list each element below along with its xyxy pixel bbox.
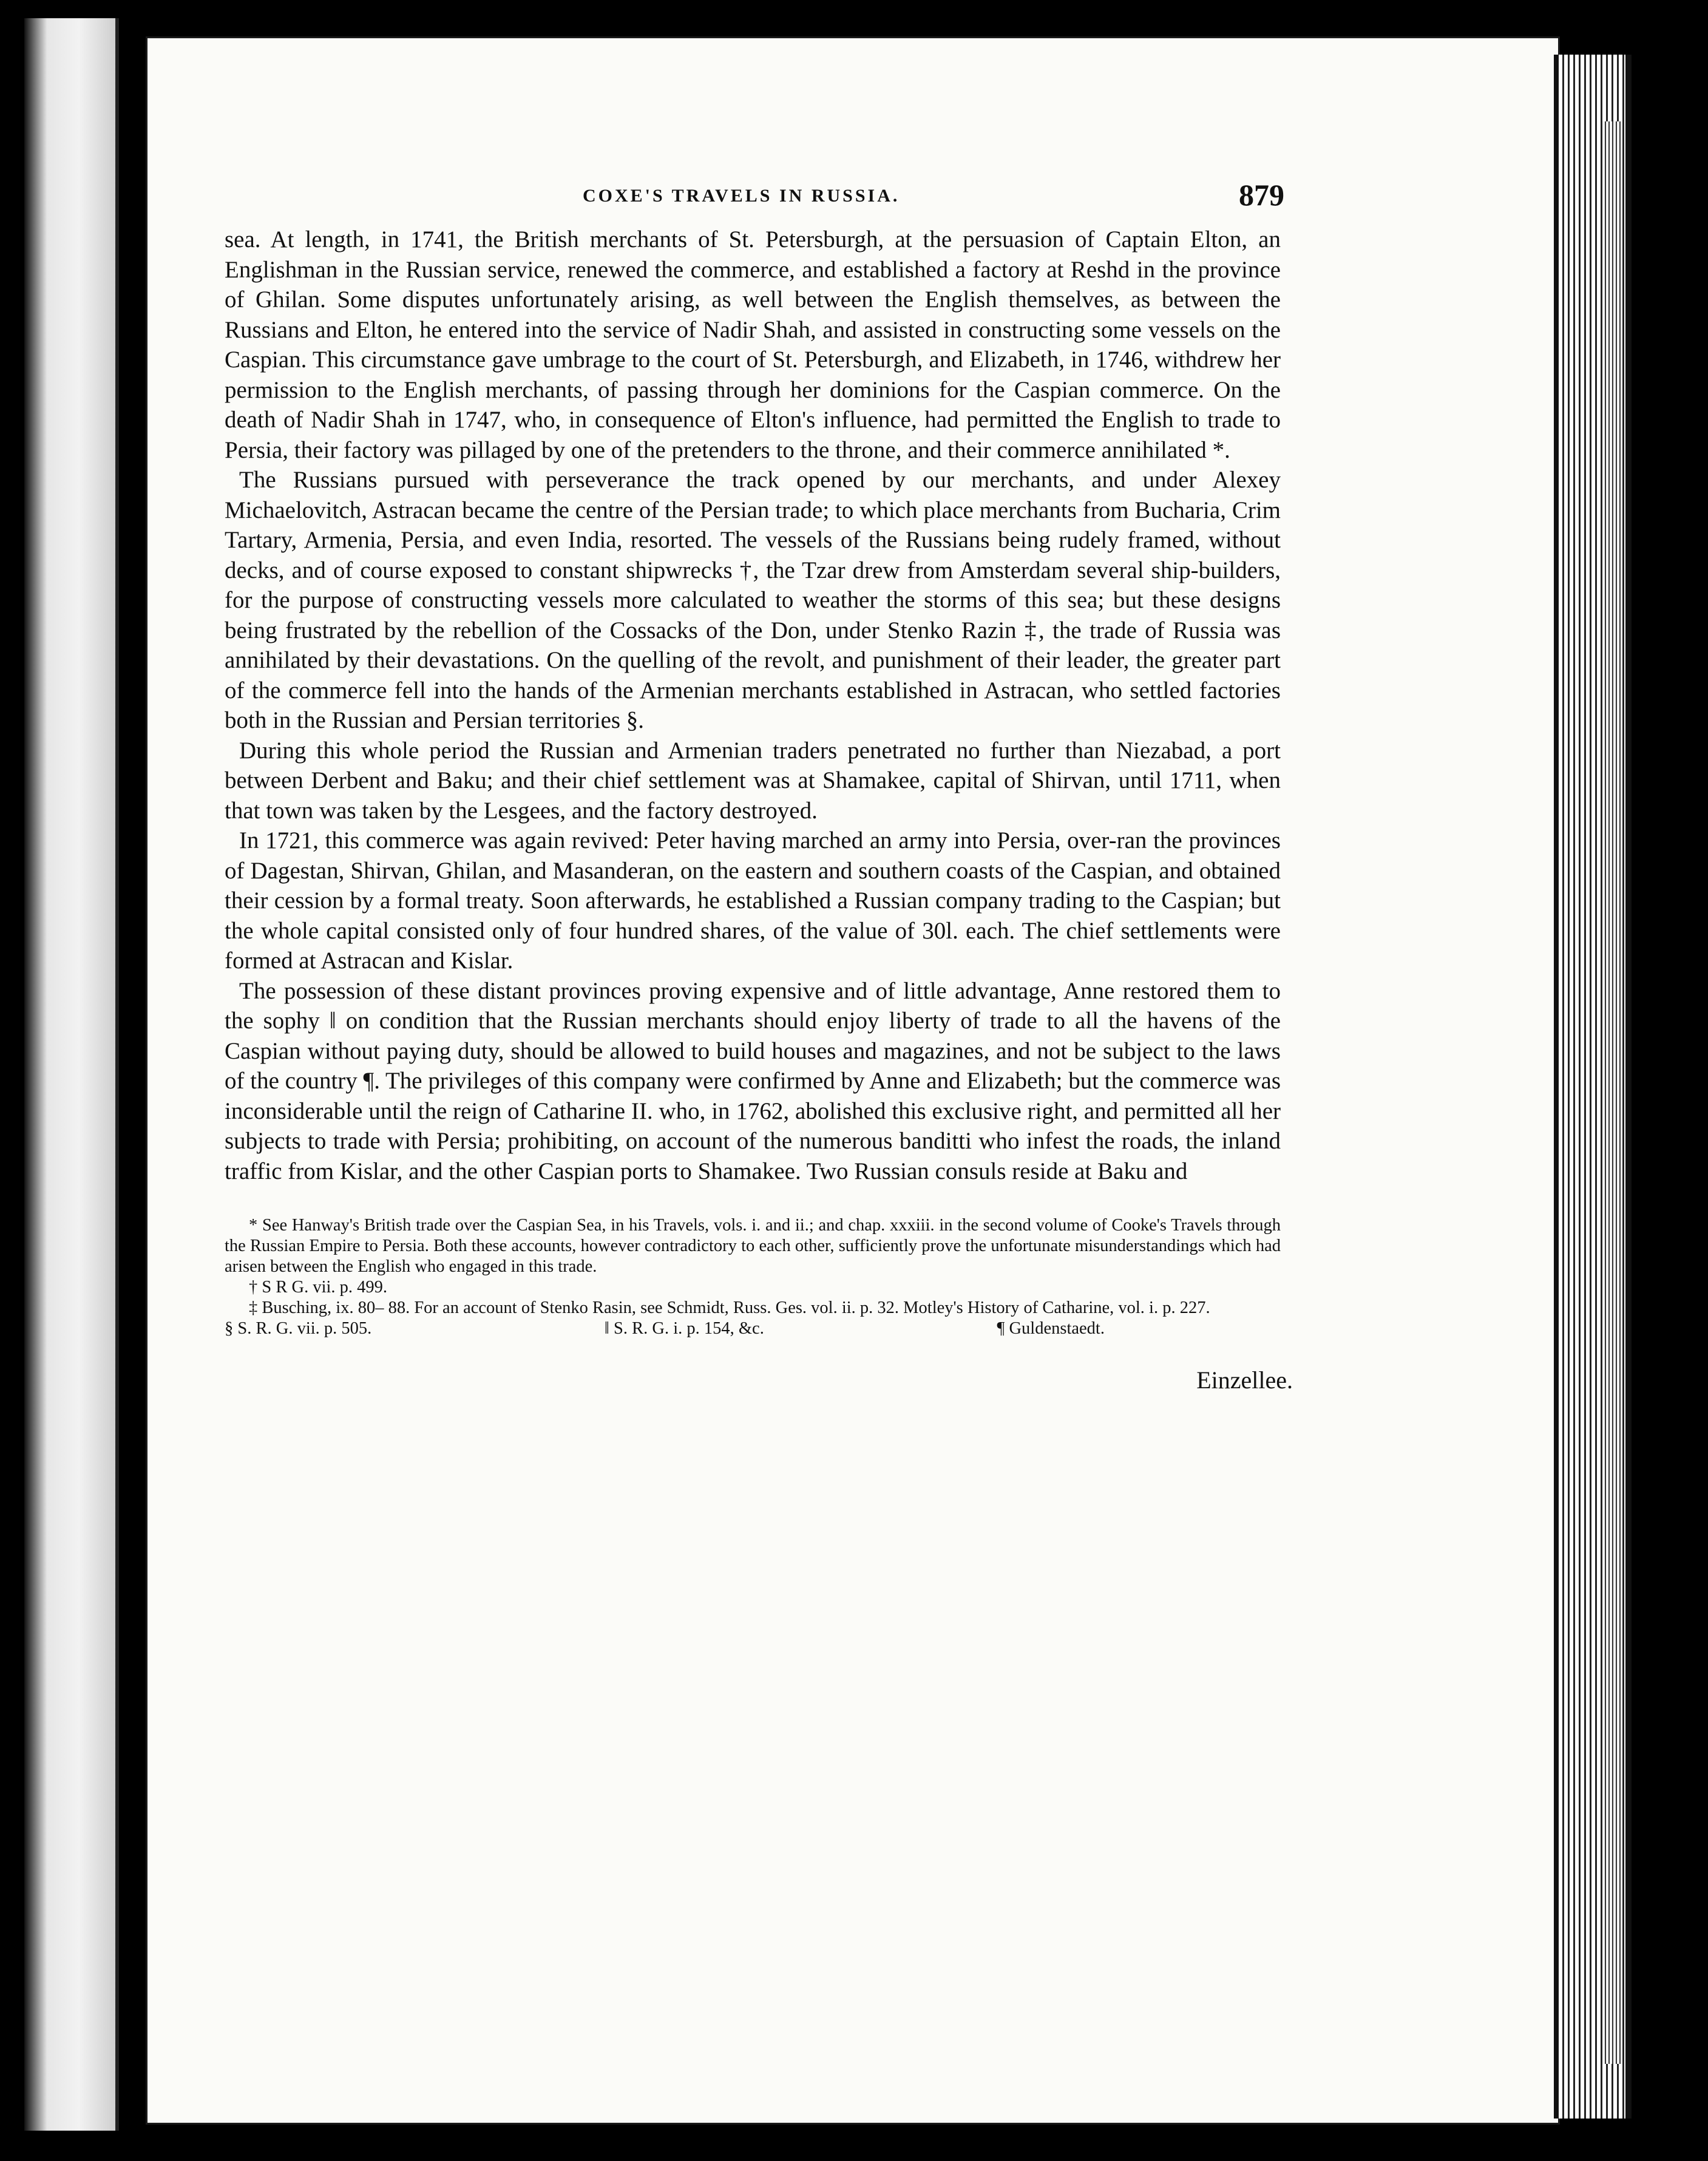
footnote-2: † S R G. vii. p. 499. xyxy=(249,1278,388,1297)
footnote-1: * See Hanway's British trade over the Caspian Sea, in his Travels, vols. i. and ii.; and chap. xxxiii. in the second volume of Cooke's Travels through the Russian Empire to Persia. Both these accounts, however contradictory to each other, sufficiently prove the unfortunate misunderstandings which had arisen between the English who engaged in this trade. xyxy=(225,1216,1281,1276)
footnote-5: ‖ S. R. G. i. p. 154, &c. xyxy=(604,1319,764,1338)
running-head xyxy=(225,178,1284,225)
paragraph-4: In 1721, this commerce was again revived: Peter having marched an army into Persia, over-ran the provinces of Dagestan, Shirvan, Ghilan, and Masanderan, on the eastern and southern coasts of the Caspian, and obtained their cession by a formal treaty. Soon afterwards, he established a Russian company trading to the Caspian; but the whole capital consisted only of four hundred shares, of the value of 30l. each. The chief settlements were formed at Astracan and Kislar. xyxy=(225,827,1281,974)
facing-page-edge xyxy=(24,18,119,2131)
page-number: 879 xyxy=(1239,178,1284,212)
footnotes xyxy=(225,1215,1281,1339)
body-text xyxy=(225,225,1281,1186)
footnote-3: ‡ Busching, ix. 80– 88. For an account of Stenko Rasin, see Schmidt, Russ. Ges. vol. ii. p. 32. Motley's History of Catharine, vol. i. p. 227. xyxy=(249,1298,1210,1317)
page-stack-inner xyxy=(1602,121,1621,2064)
catchword: Einzellee. xyxy=(1196,1366,1293,1394)
paragraph-3: During this whole period the Russian and Armenian traders penetrated no further than Niezabad, a port between Derbent and Baku; and their chief settlement was at Shamakee, capital of Shirvan, until 1711, when that town was taken by the Lesgees, and the factory destroyed. xyxy=(225,737,1281,824)
page-content xyxy=(225,178,1293,1394)
footnote-row xyxy=(225,1318,1281,1339)
paragraph-2: The Russians pursued with perseverance the track opened by our merchants, and under Alexey Michaelovitch, Astracan became the centre of the Persian trade; to which place merchants from Bucharia, Crim Tartary, Armenia, Persia, and even India, resorted. The vessels of the Russians being rudely framed, without decks, and of course exposed to constant shipwrecks †, the Tzar drew from Amsterdam several ship-builders, for the purpose of constructing vessels more calculated to weather the storms of this sea; but these designs being frustrated by the rebellion of the Cossacks of the Don, under Stenko Razin ‡, the trade of Russia was annihilated by their devastations. On the quelling of the revolt, and punishment of their leader, the greater part of the commerce fell into the hands of the Armenian merchants established in Astracan, who settled factories both in the Russian and Persian territories §. xyxy=(225,467,1281,733)
running-title: COXE'S TRAVELS IN RUSSIA. xyxy=(583,186,900,206)
paragraph-5: The possession of these distant provinces proving expensive and of little advantage, Anne restored them to the sophy ‖ on condition that the Russian merchants should enjoy liberty of trade to all the havens of the Caspian without paying duty, should be allowed to build houses and magazines, and not be subject to the laws of the country ¶. The privileges of this company were confirmed by Anne and Elizabeth; but the commerce was inconsiderable until the reign of Catharine II. who, in 1762, abolished this exclusive right, and permitted all her subjects to trade with Persia; prohibiting, on account of the numerous banditti who infest the roads, the inland traffic from Kislar, and the other Caspian ports to Shamakee. Two Russian consuls reside at Baku and xyxy=(225,977,1281,1184)
footnote-6: ¶ Guldenstaedt. xyxy=(997,1319,1105,1338)
paragraph-1: sea. At length, in 1741, the British merchants of St. Petersburgh, at the persuasion of Captain Elton, an Englishman in the Russian service, renewed the commerce, and established a factory at Reshd in the province of Ghilan. Some disputes unfortunately arising, as well between the English themselves, as between the Russians and Elton, he entered into the service of Nadir Shah, and assisted in constructing some vessels on the Caspian. This circumstance gave umbrage to the court of St. Petersburgh, and Elizabeth, in 1746, withdrew her permission to the English merchants, of passing through her dominions for the Caspian commerce. On the death of Nadir Shah in 1747, who, in consequence of Elton's influence, had permitted the English to trade to Persia, their factory was pillaged by one of the pretenders to the throne, and their commerce annihilated *. xyxy=(225,226,1281,463)
footnote-4: § S. R. G. vii. p. 505. xyxy=(225,1319,372,1338)
